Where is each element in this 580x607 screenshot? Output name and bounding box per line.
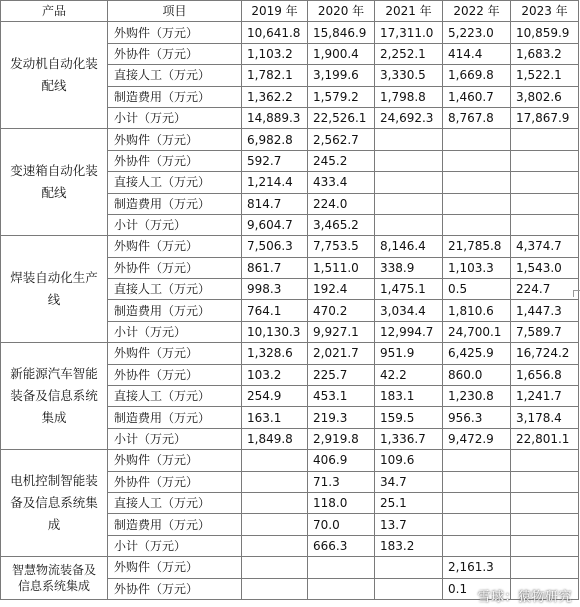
value-cell — [443, 471, 511, 492]
value-cell: 1,782.1 — [242, 65, 308, 86]
value-cell: 592.7 — [242, 150, 308, 171]
value-cell: 5,223.0 — [443, 22, 511, 43]
value-cell: 2,161.3 — [443, 557, 511, 578]
value-cell — [443, 129, 511, 150]
value-cell: 1,522.1 — [511, 65, 579, 86]
value-cell: 17,311.0 — [375, 22, 443, 43]
value-cell: 42.2 — [375, 364, 443, 385]
value-cell: 3,178.4 — [511, 407, 579, 428]
item-label-cell: 直接人工（万元） — [108, 492, 242, 513]
value-cell — [242, 557, 308, 578]
item-label-cell: 外协件（万元） — [108, 257, 242, 278]
value-cell: 433.4 — [308, 172, 375, 193]
item-label-cell: 外购件（万元） — [108, 557, 242, 578]
value-cell — [375, 150, 443, 171]
item-label-cell: 外协件（万元） — [108, 150, 242, 171]
value-cell — [511, 193, 579, 214]
value-cell: 24,700.1 — [443, 321, 511, 342]
value-cell: 3,465.2 — [308, 214, 375, 235]
value-cell — [511, 150, 579, 171]
value-cell: 951.9 — [375, 343, 443, 364]
value-cell: 1,103.3 — [443, 257, 511, 278]
value-cell: 1,683.2 — [511, 43, 579, 64]
value-cell: 8,146.4 — [375, 236, 443, 257]
value-cell — [375, 557, 443, 578]
product-name-cell: 电机控制智能装备及信息系统集成 — [1, 450, 108, 557]
product-name-cell: 焊装自动化生产线 — [1, 236, 108, 343]
value-cell: 0.1 — [443, 578, 511, 599]
value-cell: 15,846.9 — [308, 22, 375, 43]
value-cell: 10,130.3 — [242, 321, 308, 342]
value-cell: 12,994.7 — [375, 321, 443, 342]
value-cell: 245.2 — [308, 150, 375, 171]
column-header: 项目 — [108, 1, 242, 22]
item-label-cell: 外购件（万元） — [108, 236, 242, 257]
value-cell: 1,900.4 — [308, 43, 375, 64]
item-label-cell: 外协件（万元） — [108, 578, 242, 599]
value-cell: 764.1 — [242, 300, 308, 321]
item-label-cell: 制造费用（万元） — [108, 193, 242, 214]
value-cell — [242, 450, 308, 471]
table-row — [1, 450, 579, 471]
item-label-cell: 直接人工（万元） — [108, 386, 242, 407]
value-cell: 1,230.8 — [443, 386, 511, 407]
product-name-cell: 变速箱自动化装配线 — [1, 129, 108, 236]
value-cell: 254.9 — [242, 386, 308, 407]
value-cell: 159.5 — [375, 407, 443, 428]
item-label-cell: 直接人工（万元） — [108, 279, 242, 300]
value-cell — [511, 492, 579, 513]
value-cell: 1,241.7 — [511, 386, 579, 407]
item-label-cell: 制造费用（万元） — [108, 407, 242, 428]
table-row — [1, 129, 579, 150]
value-cell: 8,767.8 — [443, 107, 511, 128]
item-label-cell: 外协件（万元） — [108, 364, 242, 385]
value-cell: 1,103.2 — [242, 43, 308, 64]
value-cell — [242, 492, 308, 513]
value-cell: 3,802.6 — [511, 86, 579, 107]
value-cell — [443, 193, 511, 214]
value-cell — [511, 471, 579, 492]
value-cell: 1,511.0 — [308, 257, 375, 278]
value-cell — [308, 557, 375, 578]
value-cell: 225.7 — [308, 364, 375, 385]
table-row — [1, 343, 579, 364]
value-cell: 70.0 — [308, 514, 375, 535]
column-header: 2023 年 — [511, 1, 579, 22]
value-cell — [242, 578, 308, 599]
value-cell: 7,506.3 — [242, 236, 308, 257]
value-cell: 14,889.3 — [242, 107, 308, 128]
value-cell: 34.7 — [375, 471, 443, 492]
item-label-cell: 外协件（万元） — [108, 471, 242, 492]
value-cell: 3,199.6 — [308, 65, 375, 86]
value-cell — [511, 535, 579, 556]
value-cell — [375, 214, 443, 235]
value-cell: 1,460.7 — [443, 86, 511, 107]
value-cell — [443, 535, 511, 556]
value-cell — [511, 172, 579, 193]
value-cell: 7,589.7 — [511, 321, 579, 342]
value-cell — [375, 193, 443, 214]
item-label-cell: 外购件（万元） — [108, 343, 242, 364]
value-cell: 10,641.8 — [242, 22, 308, 43]
value-cell: 4,374.7 — [511, 236, 579, 257]
value-cell: 71.3 — [308, 471, 375, 492]
value-cell: 183.1 — [375, 386, 443, 407]
item-label-cell: 小计（万元） — [108, 321, 242, 342]
item-label-cell: 制造费用（万元） — [108, 300, 242, 321]
value-cell: 224.7 — [511, 279, 579, 300]
item-label-cell: 小计（万元） — [108, 107, 242, 128]
value-cell — [443, 172, 511, 193]
value-cell: 25.1 — [375, 492, 443, 513]
value-cell — [375, 129, 443, 150]
value-cell: 24,692.3 — [375, 107, 443, 128]
value-cell: 9,927.1 — [308, 321, 375, 342]
item-label-cell: 小计（万元） — [108, 535, 242, 556]
value-cell: 338.9 — [375, 257, 443, 278]
value-cell — [443, 492, 511, 513]
value-cell: 2,919.8 — [308, 428, 375, 449]
value-cell — [242, 471, 308, 492]
value-cell: 9,604.7 — [242, 214, 308, 235]
value-cell: 9,472.9 — [443, 428, 511, 449]
column-header: 产品 — [1, 1, 108, 22]
value-cell: 13.7 — [375, 514, 443, 535]
value-cell — [375, 578, 443, 599]
value-cell: 219.3 — [308, 407, 375, 428]
value-cell — [375, 172, 443, 193]
value-cell — [511, 557, 579, 578]
value-cell: 1,214.4 — [242, 172, 308, 193]
value-cell: 6,982.8 — [242, 129, 308, 150]
value-cell: 109.6 — [375, 450, 443, 471]
value-cell — [308, 578, 375, 599]
value-cell: 183.2 — [375, 535, 443, 556]
value-cell: 1,656.8 — [511, 364, 579, 385]
value-cell: 470.2 — [308, 300, 375, 321]
value-cell: 163.1 — [242, 407, 308, 428]
value-cell — [511, 129, 579, 150]
value-cell: 1,475.1 — [375, 279, 443, 300]
item-label-cell: 外购件（万元） — [108, 129, 242, 150]
value-cell: 2,252.1 — [375, 43, 443, 64]
product-name-cell: 发动机自动化装配线 — [1, 22, 108, 129]
header-row — [1, 1, 579, 22]
value-cell: 16,724.2 — [511, 343, 579, 364]
value-cell: 406.9 — [308, 450, 375, 471]
value-cell — [242, 514, 308, 535]
table-row — [1, 557, 579, 578]
value-cell — [511, 214, 579, 235]
item-label-cell: 制造费用（万元） — [108, 514, 242, 535]
value-cell: 1,579.2 — [308, 86, 375, 107]
column-header: 2019 年 — [242, 1, 308, 22]
value-cell: 1,328.6 — [242, 343, 308, 364]
value-cell: 1,849.8 — [242, 428, 308, 449]
table-row — [1, 22, 579, 43]
value-cell: 1,669.8 — [443, 65, 511, 86]
item-label-cell: 制造费用（万元） — [108, 86, 242, 107]
value-cell: 2,562.7 — [308, 129, 375, 150]
value-cell: 1,798.8 — [375, 86, 443, 107]
value-cell: 1,447.3 — [511, 300, 579, 321]
value-cell: 17,867.9 — [511, 107, 579, 128]
value-cell: 666.3 — [308, 535, 375, 556]
value-cell: 6,425.9 — [443, 343, 511, 364]
value-cell — [443, 514, 511, 535]
value-cell: 118.0 — [308, 492, 375, 513]
value-cell — [443, 450, 511, 471]
table-row — [1, 236, 579, 257]
value-cell: 224.0 — [308, 193, 375, 214]
value-cell: 453.1 — [308, 386, 375, 407]
value-cell: 414.4 — [443, 43, 511, 64]
column-header: 2021 年 — [375, 1, 443, 22]
value-cell — [443, 150, 511, 171]
value-cell: 22,801.1 — [511, 428, 579, 449]
item-label-cell: 小计（万元） — [108, 428, 242, 449]
value-cell: 956.3 — [443, 407, 511, 428]
product-name-cell: 智慧物流装备及信息系统集成 — [1, 557, 108, 600]
value-cell: 814.7 — [242, 193, 308, 214]
value-cell — [511, 450, 579, 471]
value-cell: 0.5 — [443, 279, 511, 300]
value-cell: 1,810.6 — [443, 300, 511, 321]
value-cell: 998.3 — [242, 279, 308, 300]
value-cell: 7,753.5 — [308, 236, 375, 257]
value-cell: 3,034.4 — [375, 300, 443, 321]
item-label-cell: 外购件（万元） — [108, 450, 242, 471]
value-cell: 103.2 — [242, 364, 308, 385]
item-label-cell: 直接人工（万元） — [108, 172, 242, 193]
value-cell: 2,021.7 — [308, 343, 375, 364]
item-label-cell: 外购件（万元） — [108, 22, 242, 43]
value-cell — [511, 514, 579, 535]
value-cell: 3,330.5 — [375, 65, 443, 86]
watermark: 雪球：猿物研究 — [477, 590, 572, 605]
value-cell: 10,859.9 — [511, 22, 579, 43]
value-cell: 1,543.0 — [511, 257, 579, 278]
item-label-cell: 直接人工（万元） — [108, 65, 242, 86]
value-cell: 1,362.2 — [242, 86, 308, 107]
product-name-cell: 新能源汽车智能装备及信息系统集成 — [1, 343, 108, 450]
edge-mark — [573, 290, 580, 297]
column-header: 2020 年 — [308, 1, 375, 22]
item-label-cell: 小计（万元） — [108, 214, 242, 235]
value-cell: 860.0 — [443, 364, 511, 385]
value-cell — [443, 214, 511, 235]
value-cell: 22,526.1 — [308, 107, 375, 128]
column-header: 2022 年 — [443, 1, 511, 22]
item-label-cell: 外协件（万元） — [108, 43, 242, 64]
value-cell: 192.4 — [308, 279, 375, 300]
value-cell — [242, 535, 308, 556]
value-cell: 1,336.7 — [375, 428, 443, 449]
value-cell: 21,785.8 — [443, 236, 511, 257]
value-cell: 861.7 — [242, 257, 308, 278]
